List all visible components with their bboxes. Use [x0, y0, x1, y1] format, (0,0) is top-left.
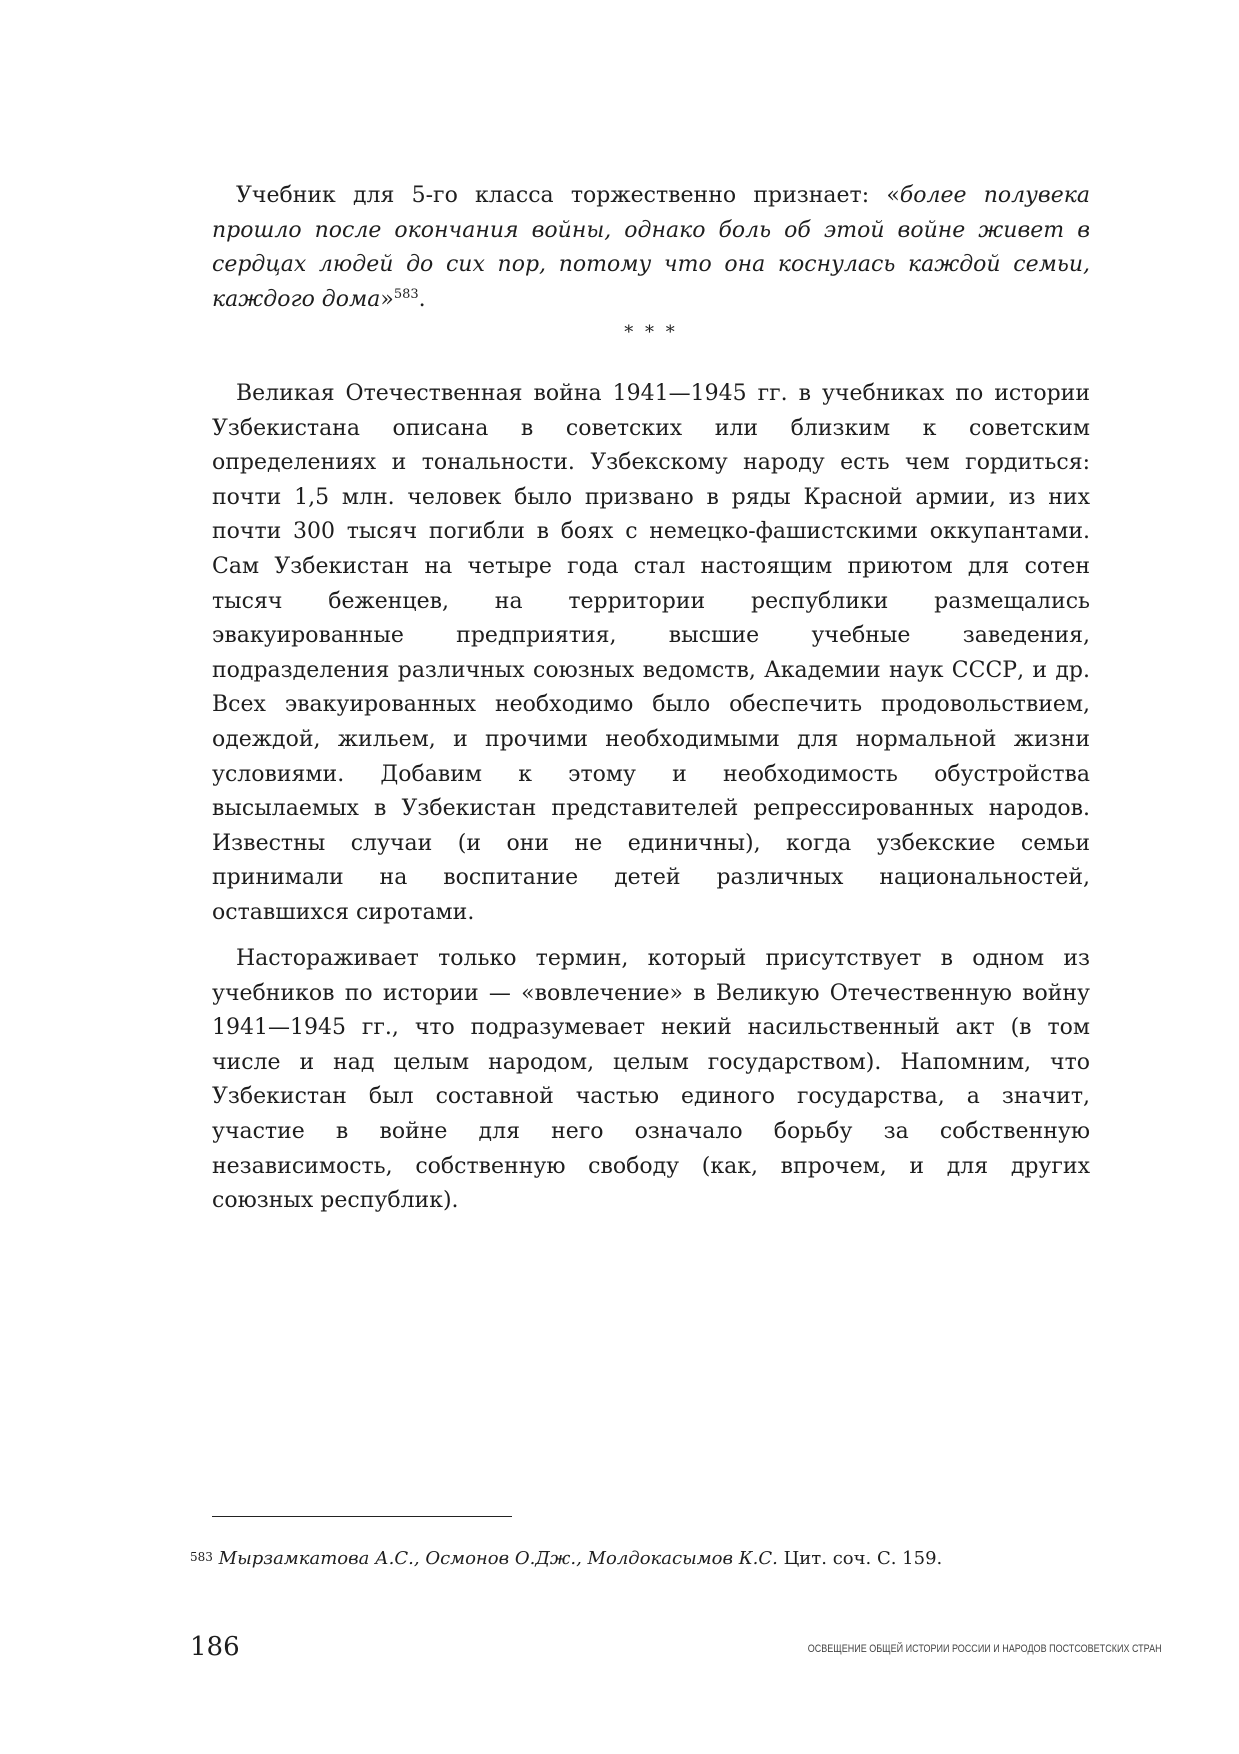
text-line: [212, 179, 1090, 214]
footnote: [190, 1548, 942, 1569]
text-line: Узбекистана описана в советских или близким к советским: [212, 415, 1090, 441]
text-line: почти 300 тысяч погибли в боях с немецко-фашистскими оккупантами.: [212, 519, 1090, 545]
text-line: Настораживает только термин, который присутствует в одном из: [236, 946, 1090, 971]
quote-span: каждого дома: [212, 286, 381, 312]
quote-span: более полувека: [899, 183, 1090, 208]
text-line: союзных республик).: [212, 1188, 459, 1214]
text-line: прошло после окончания войны, однако боль об этой войне живет в: [212, 217, 1090, 243]
paragraph-war: [212, 377, 1090, 931]
text-line: Узбекистан был составной частью единого государства, а значит,: [212, 1084, 1090, 1110]
text-line: тысяч беженцев, на территории республики размещались: [212, 588, 1090, 614]
text-line: участие в войне для него означало борьбу за собственную: [212, 1118, 1090, 1144]
text-line: условиями. Добавим к этому и необходимость обустройства: [212, 761, 1090, 787]
text-line: 1941—1945 гг., что подразумевает некий насильственный акт (в том: [212, 1015, 1090, 1041]
text-line: Известны случаи (и они не единичны), когда узбекские семьи: [212, 830, 1090, 856]
footnote-ref[interactable]: 583: [393, 286, 419, 302]
footnote-divider: [212, 1516, 512, 1517]
text-line: принимали на воспитание детей различных национальностей,: [212, 865, 1090, 891]
text-span: »: [380, 286, 394, 312]
footnote-authors: Мырзамкатова А.С., Осмонов О.Дж., Молдокасымов К.С.: [218, 1548, 778, 1569]
text-span: Учебник для 5-го класса торжественно признает: «: [236, 183, 900, 208]
text-line: одеждой, жильем, и прочими необходимыми для нормальной жизни: [212, 726, 1090, 752]
paragraph-term: [212, 942, 1090, 1219]
text-line: высылаемых в Узбекистан представителей репрессированных народов.: [212, 796, 1090, 822]
text-line: оставшихся сиротами.: [212, 899, 475, 925]
text-line: определениях и тональности. Узбекскому народу есть чем гордиться:: [212, 450, 1090, 476]
footnote-number: 583: [190, 1550, 213, 1564]
text-line: [212, 283, 1090, 318]
text-line: почти 1,5 млн. человек было призвано в ряды Красной армии, из них: [212, 484, 1090, 510]
text-line: подразделения различных союзных ведомств, Академии наук СССР, и др.: [212, 657, 1090, 683]
text-line: эвакуированные предприятия, высшие учебные заведения,: [212, 623, 1090, 649]
page-number: 186: [190, 1632, 240, 1662]
text-line: Всех эвакуированных необходимо было обеспечить продовольствием,: [212, 692, 1090, 718]
text-line: учебников по истории — «вовлечение» в Великую Отечественную войну: [212, 980, 1090, 1006]
text-line: Сам Узбекистан на четыре года стал настоящим приютом для сотен: [212, 553, 1090, 579]
text-span: .: [418, 286, 426, 312]
section-separator: * * *: [624, 322, 678, 343]
paragraph-quote: [212, 179, 1090, 317]
text-line: независимость, собственную свободу (как, впрочем, и для других: [212, 1153, 1090, 1179]
footnote-source: Цит. соч. С. 159.: [777, 1548, 943, 1569]
running-title: ОСВЕЩЕНИЕ ОБЩЕЙ ИСТОРИИ РОССИИ И НАРОДОВ ПОСТСОВЕТСКИХ СТРАН: [808, 1643, 1162, 1655]
text-line: Великая Отечественная война 1941—1945 гг. в учебниках по истории: [236, 381, 1090, 406]
text-line: сердцах людей до сих пор, потому что она коснулась каждой семьи,: [212, 252, 1090, 278]
text-line: числе и над целым народом, целым государством). Напомним, что: [212, 1049, 1090, 1075]
